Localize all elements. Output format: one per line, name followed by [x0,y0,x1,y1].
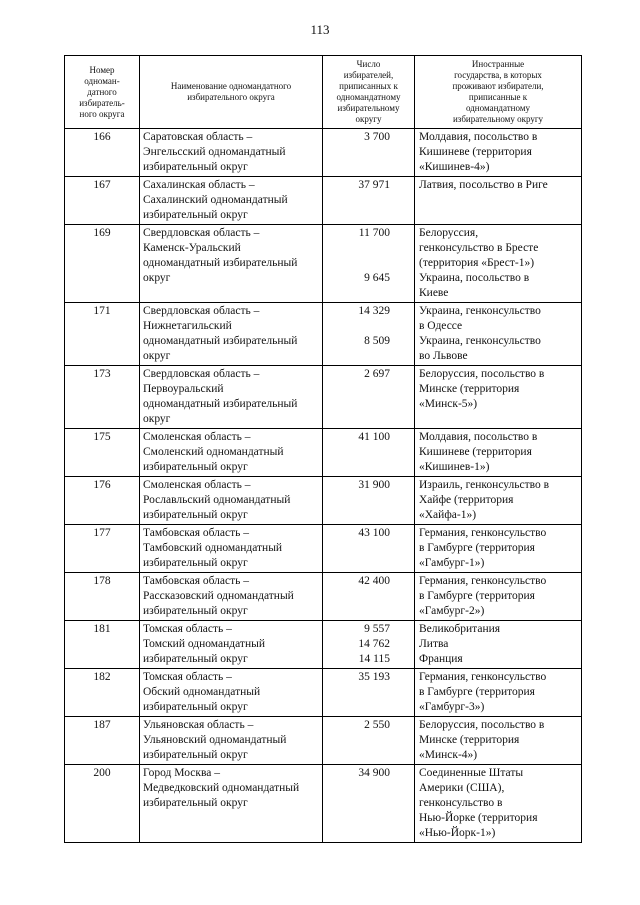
header-text-line: приписанных к [339,81,398,91]
district-name-line: Рассказовский одномандатный [143,590,294,602]
district-number-cell [65,429,140,477]
district-name-line: Смоленский одномандатный [143,446,284,458]
foreign-state-line: (территория «Брест-1») [419,257,535,269]
foreign-state-cell [415,765,582,843]
foreign-state-cell [415,129,582,177]
voter-count: 3 700 [364,131,390,143]
district-number: 177 [93,527,111,539]
district-number: 176 [93,479,111,491]
foreign-state-line: «Минск-4») [419,749,478,761]
district-name-cell [140,573,323,621]
district-name-line: избирательный округ [143,161,248,173]
foreign-state-line: генконсульство в Бресте [419,242,539,254]
district-name-cell [140,717,323,765]
foreign-state-line: «Гамбург-3») [419,701,485,713]
foreign-state-line: «Минск-5») [419,398,478,410]
district-number-cell [65,621,140,669]
district-number: 175 [93,431,111,443]
district-number-cell [65,177,140,225]
foreign-state-line: Киеве [419,287,449,299]
district-number: 200 [93,767,111,779]
voter-count: 14 762 [358,638,390,650]
foreign-state-line: в Гамбурге (территория [419,590,535,602]
voter-count: 34 900 [358,767,390,779]
district-name-line: Тамбовская область – [143,527,250,539]
district-name-line: избирательный округ [143,605,248,617]
foreign-state-cell [415,525,582,573]
district-number: 167 [93,179,111,191]
district-name-cell [140,225,323,303]
foreign-state-line: «Хайфа-1») [419,509,477,521]
foreign-state-line: «Кишинев-1») [419,461,490,473]
district-name-line: одномандатный избирательный [143,335,298,347]
foreign-state-line: в Гамбурге (территория [419,686,535,698]
voter-count: 14 115 [358,653,390,665]
district-name-line: Томская область – [143,671,232,683]
table-row [65,177,582,225]
voter-count-cell [323,573,415,621]
voter-count-cell [323,621,415,669]
foreign-state-line: Белоруссия, посольство в [419,368,545,380]
header-text-line: государства, в которых [454,70,542,80]
header-text-line: одномандатному [336,92,401,102]
district-name-line: Сахалинская область – [143,179,255,191]
district-number-cell [65,129,140,177]
voter-count-cell [323,669,415,717]
table-row [65,525,582,573]
foreign-state-line: Латвия, посольство в Риге [419,179,548,191]
table-row [65,669,582,717]
district-number: 166 [93,131,111,143]
voter-count-cell [323,477,415,525]
header-text-line: приписанные к [468,92,528,102]
district-name-line: избирательный округ [143,557,248,569]
foreign-state-cell [415,573,582,621]
district-number: 169 [93,227,111,239]
voter-count: 9 557 [364,623,390,635]
district-name-line: избирательный округ [143,653,248,665]
district-name-cell [140,477,323,525]
foreign-state-line: Минске (территория [419,734,520,746]
districts-table [64,55,582,843]
district-name-line: Тамбовская область – [143,575,250,587]
header-voter-count [323,56,415,129]
district-number-cell [65,573,140,621]
header-text-line: ного округа [79,108,125,119]
voter-count-cell [323,225,415,303]
district-name-line: одномандатный избирательный [143,398,298,410]
foreign-state-line: Молдавия, посольство в [419,131,538,143]
foreign-state-line: Нью-Йорке (территория [419,812,538,824]
header-text-line: избирателей, [343,70,394,80]
foreign-state-line: Молдавия, посольство в [419,431,538,443]
foreign-state-line: «Кишинев-4») [419,161,490,173]
district-name-line: избирательный округ [143,509,248,521]
header-district-name [140,56,323,129]
district-number: 173 [93,368,111,380]
district-number-cell [65,477,140,525]
header-text-line: проживают избиратели, [452,81,544,91]
voter-count-cell [323,366,415,429]
foreign-state-cell [415,477,582,525]
foreign-state-line: во Львове [419,350,468,362]
voter-count-cell [323,717,415,765]
table-row [65,621,582,669]
foreign-state-cell [415,177,582,225]
district-name-line: Тамбовский одномандатный [143,542,283,554]
table-row [65,303,582,366]
foreign-state-line: «Нью-Йорк-1») [419,827,496,839]
voter-count: 31 900 [358,479,390,491]
district-name-line: округ [143,413,171,425]
district-name-cell [140,129,323,177]
district-name-cell [140,177,323,225]
foreign-state-cell [415,669,582,717]
foreign-state-line: Франция [419,653,463,665]
voter-count-cell [323,525,415,573]
foreign-state-line: Кишиневе (территория [419,146,532,158]
foreign-state-line: Израиль, генконсульство в [419,479,550,491]
foreign-state-line: Украина, генконсульство [419,335,541,347]
table-row [65,429,582,477]
foreign-state-line: Германия, генконсульство [419,575,547,587]
district-name-line: избирательный округ [143,797,248,809]
header-text-line: избирательного округа [187,92,275,102]
header-text-line: избирательному округу [452,114,544,124]
district-number-cell [65,765,140,843]
foreign-state-cell [415,225,582,303]
district-name-line: Свердловская область – [143,368,260,380]
foreign-state-line: «Гамбург-1») [419,557,485,569]
district-name-line: Каменск-Уральский [143,242,241,254]
voter-count: 43 100 [358,527,390,539]
foreign-state-line: Украина, посольство в [419,272,530,284]
district-number: 178 [93,575,111,587]
foreign-state-line: Хайфе (территория [419,494,514,506]
district-name-line: Нижнетагильский [143,320,232,332]
district-number: 181 [93,623,111,635]
page-number: 113 [310,22,330,37]
table-row [65,225,582,303]
voter-count: 2 550 [364,719,390,731]
foreign-state-cell [415,717,582,765]
table-row [65,573,582,621]
district-number-cell [65,717,140,765]
foreign-state-line: Соединенные Штаты [419,767,524,779]
district-name-line: Смоленская область – [143,431,251,443]
district-name-line: Свердловская область – [143,305,260,317]
voter-count: 11 700 [358,227,390,239]
foreign-state-line: Минске (территория [419,383,520,395]
header-foreign-states [415,56,582,129]
district-name-line: Обский одномандатный [143,686,261,698]
district-number-cell [65,303,140,366]
table-body [65,129,582,843]
header-text-line: округу [355,114,382,124]
district-number: 182 [93,671,111,683]
header-text-line: одномандатному [465,103,531,113]
header-text-line: Наименование одномандатного [170,81,292,91]
district-name-line: округ [143,350,171,362]
district-name-cell [140,525,323,573]
district-name-line: избирательный округ [143,461,248,473]
table-row [65,717,582,765]
foreign-state-line: Белоруссия, [419,227,479,239]
header-text-line: одноман- [84,75,120,86]
district-number-cell [65,669,140,717]
district-name-line: Саратовская область – [143,131,253,143]
voter-count: 41 100 [358,431,390,443]
district-name-line: Свердловская область – [143,227,260,239]
foreign-state-line: в Одессе [419,320,463,332]
district-name-line: Первоуральский [143,383,224,395]
district-name-line: Медведковский одномандатный [143,782,300,794]
blank-line [326,319,390,334]
district-number: 171 [93,305,111,317]
foreign-state-cell [415,366,582,429]
header-text-line: Число [356,59,381,69]
header-text-line: датного [87,86,117,97]
table-row [65,477,582,525]
district-name-line: Ульяновская область – [143,719,254,731]
district-name-line: Город Москва – [143,767,220,779]
district-name-line: округ [143,272,171,284]
foreign-state-line: Кишиневе (территория [419,446,532,458]
foreign-state-line: Германия, генконсульство [419,527,547,539]
district-name-line: Томский одномандатный [143,638,265,650]
foreign-state-line: генконсульство в [419,797,503,809]
district-name-line: Энгельсский одномандатный [143,146,286,158]
foreign-state-line: «Гамбург-2») [419,605,485,617]
voter-count: 14 329 [358,305,390,317]
voter-count-cell [323,303,415,366]
foreign-state-line: Америки (США), [419,782,505,794]
voter-count-cell [323,429,415,477]
table-row [65,366,582,429]
voter-count: 42 400 [358,575,390,587]
header-text-line: Иностранные [471,59,525,69]
district-name-line: Ульяновский одномандатный [143,734,287,746]
district-name-line: одномандатный избирательный [143,257,298,269]
header-district-number [65,56,140,129]
district-number: 187 [93,719,111,731]
district-name-line: Смоленская область – [143,479,251,491]
foreign-state-line: в Гамбурге (территория [419,542,535,554]
table-row [65,765,582,843]
district-name-line: избирательный округ [143,209,248,221]
table-header-row [65,56,582,129]
foreign-state-line: Белоруссия, посольство в [419,719,545,731]
foreign-state-cell [415,303,582,366]
district-name-cell [140,765,323,843]
voter-count: 9 645 [364,272,390,284]
voter-count: 2 697 [364,368,390,380]
voter-count: 8 509 [364,335,390,347]
foreign-state-line: Германия, генконсульство [419,671,547,683]
district-name-line: Сахалинский одномандатный [143,194,288,206]
foreign-state-cell [415,621,582,669]
district-name-cell [140,366,323,429]
district-name-cell [140,621,323,669]
voter-count: 35 193 [358,671,390,683]
blank-line [326,241,390,256]
foreign-state-line: Украина, генконсульство [419,305,541,317]
voter-count: 37 971 [358,179,390,191]
district-name-line: Рославльский одномандатный [143,494,291,506]
district-number-cell [65,525,140,573]
district-name-line: избирательный округ [143,749,248,761]
foreign-state-cell [415,429,582,477]
district-number-cell [65,366,140,429]
district-name-cell [140,303,323,366]
voter-count-cell [323,129,415,177]
header-text-line: Номер [89,64,115,75]
blank-line [326,256,390,271]
district-name-line: Томская область – [143,623,232,635]
table-row [65,129,582,177]
header-text-line: избиратель- [79,97,125,108]
voter-count-cell [323,177,415,225]
header-text-line: избирательному [337,103,400,113]
district-name-cell [140,429,323,477]
foreign-state-line: Великобритания [419,623,501,635]
district-name-cell [140,669,323,717]
voter-count-cell [323,765,415,843]
district-number-cell [65,225,140,303]
district-name-line: избирательный округ [143,701,248,713]
foreign-state-line: Литва [419,638,449,650]
